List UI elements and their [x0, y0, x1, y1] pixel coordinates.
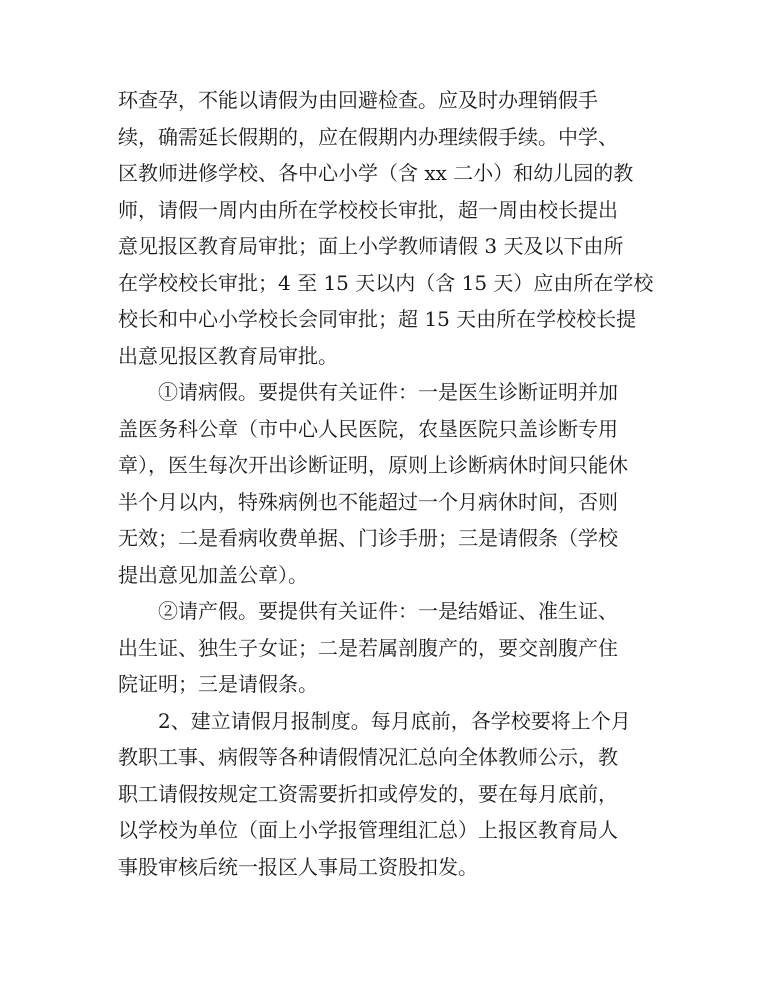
text-line: 2、建立请假月报制度。每月底前，各学校要将上个月 [118, 708, 631, 733]
text-line: 盖医务科公章（市中心人民医院，农垦医院只盖诊断专用 [118, 416, 618, 441]
document-body [118, 82, 658, 885]
text-line: 出生证、独生子女证；二是若属剖腹产的，要交剖腹产住 [118, 635, 618, 660]
text-line: 事股审核后统一报区人事局工资股扣发。 [118, 854, 478, 879]
text-line: 意见报区教育局审批；面上小学教师请假 3 天及以下由所 [118, 234, 624, 258]
text-line: 教职工事、病假等各种请假情况汇总向全体教师公示，教 [118, 745, 618, 769]
text-line: ②请产假。要提供有关证件：一是结婚证、准生证、 [118, 599, 618, 623]
text-line: 区教师进修学校、各中心小学（含 xx 二小）和幼儿园的教 [118, 161, 634, 185]
text-line: 续，确需延长假期的，应在假期内办理续假手续。中学、 [118, 124, 618, 149]
text-line: 以学校为单位（面上小学报管理组汇总）上报区教育局人 [118, 818, 618, 842]
text-line: 无效；二是看病收费单据、门诊手册；三是请假条（学校 [118, 526, 618, 550]
text-line: 师，请假一周内由所在学校校长审批，超一周由校长提出 [118, 197, 618, 222]
text-line: ①请病假。要提供有关证件：一是医生诊断证明并加 [118, 380, 618, 404]
text-line: 章），医生每次开出诊断证明，原则上诊断病休时间只能休 [118, 453, 628, 477]
text-line: 出意见报区教育局审批。 [118, 343, 338, 368]
text-line: 在学校校长审批；4 至 15 天以内（含 15 天）应由所在学校 [118, 270, 654, 295]
text-line: 半个月以内，特殊病例也不能超过一个月病休时间，否则 [118, 489, 618, 514]
text-line: 职工请假按规定工资需要折扣或停发的，要在每月底前， [118, 781, 618, 806]
text-line: 提出意见加盖公章）。 [118, 562, 308, 587]
text-line: 校长和中心小学校长会同审批；超 15 天由所在学校校长提 [118, 307, 637, 331]
text-line: 院证明；三是请假条。 [118, 672, 318, 696]
text-line: 环查孕，不能以请假为由回避检查。应及时办理销假手 [118, 88, 598, 112]
